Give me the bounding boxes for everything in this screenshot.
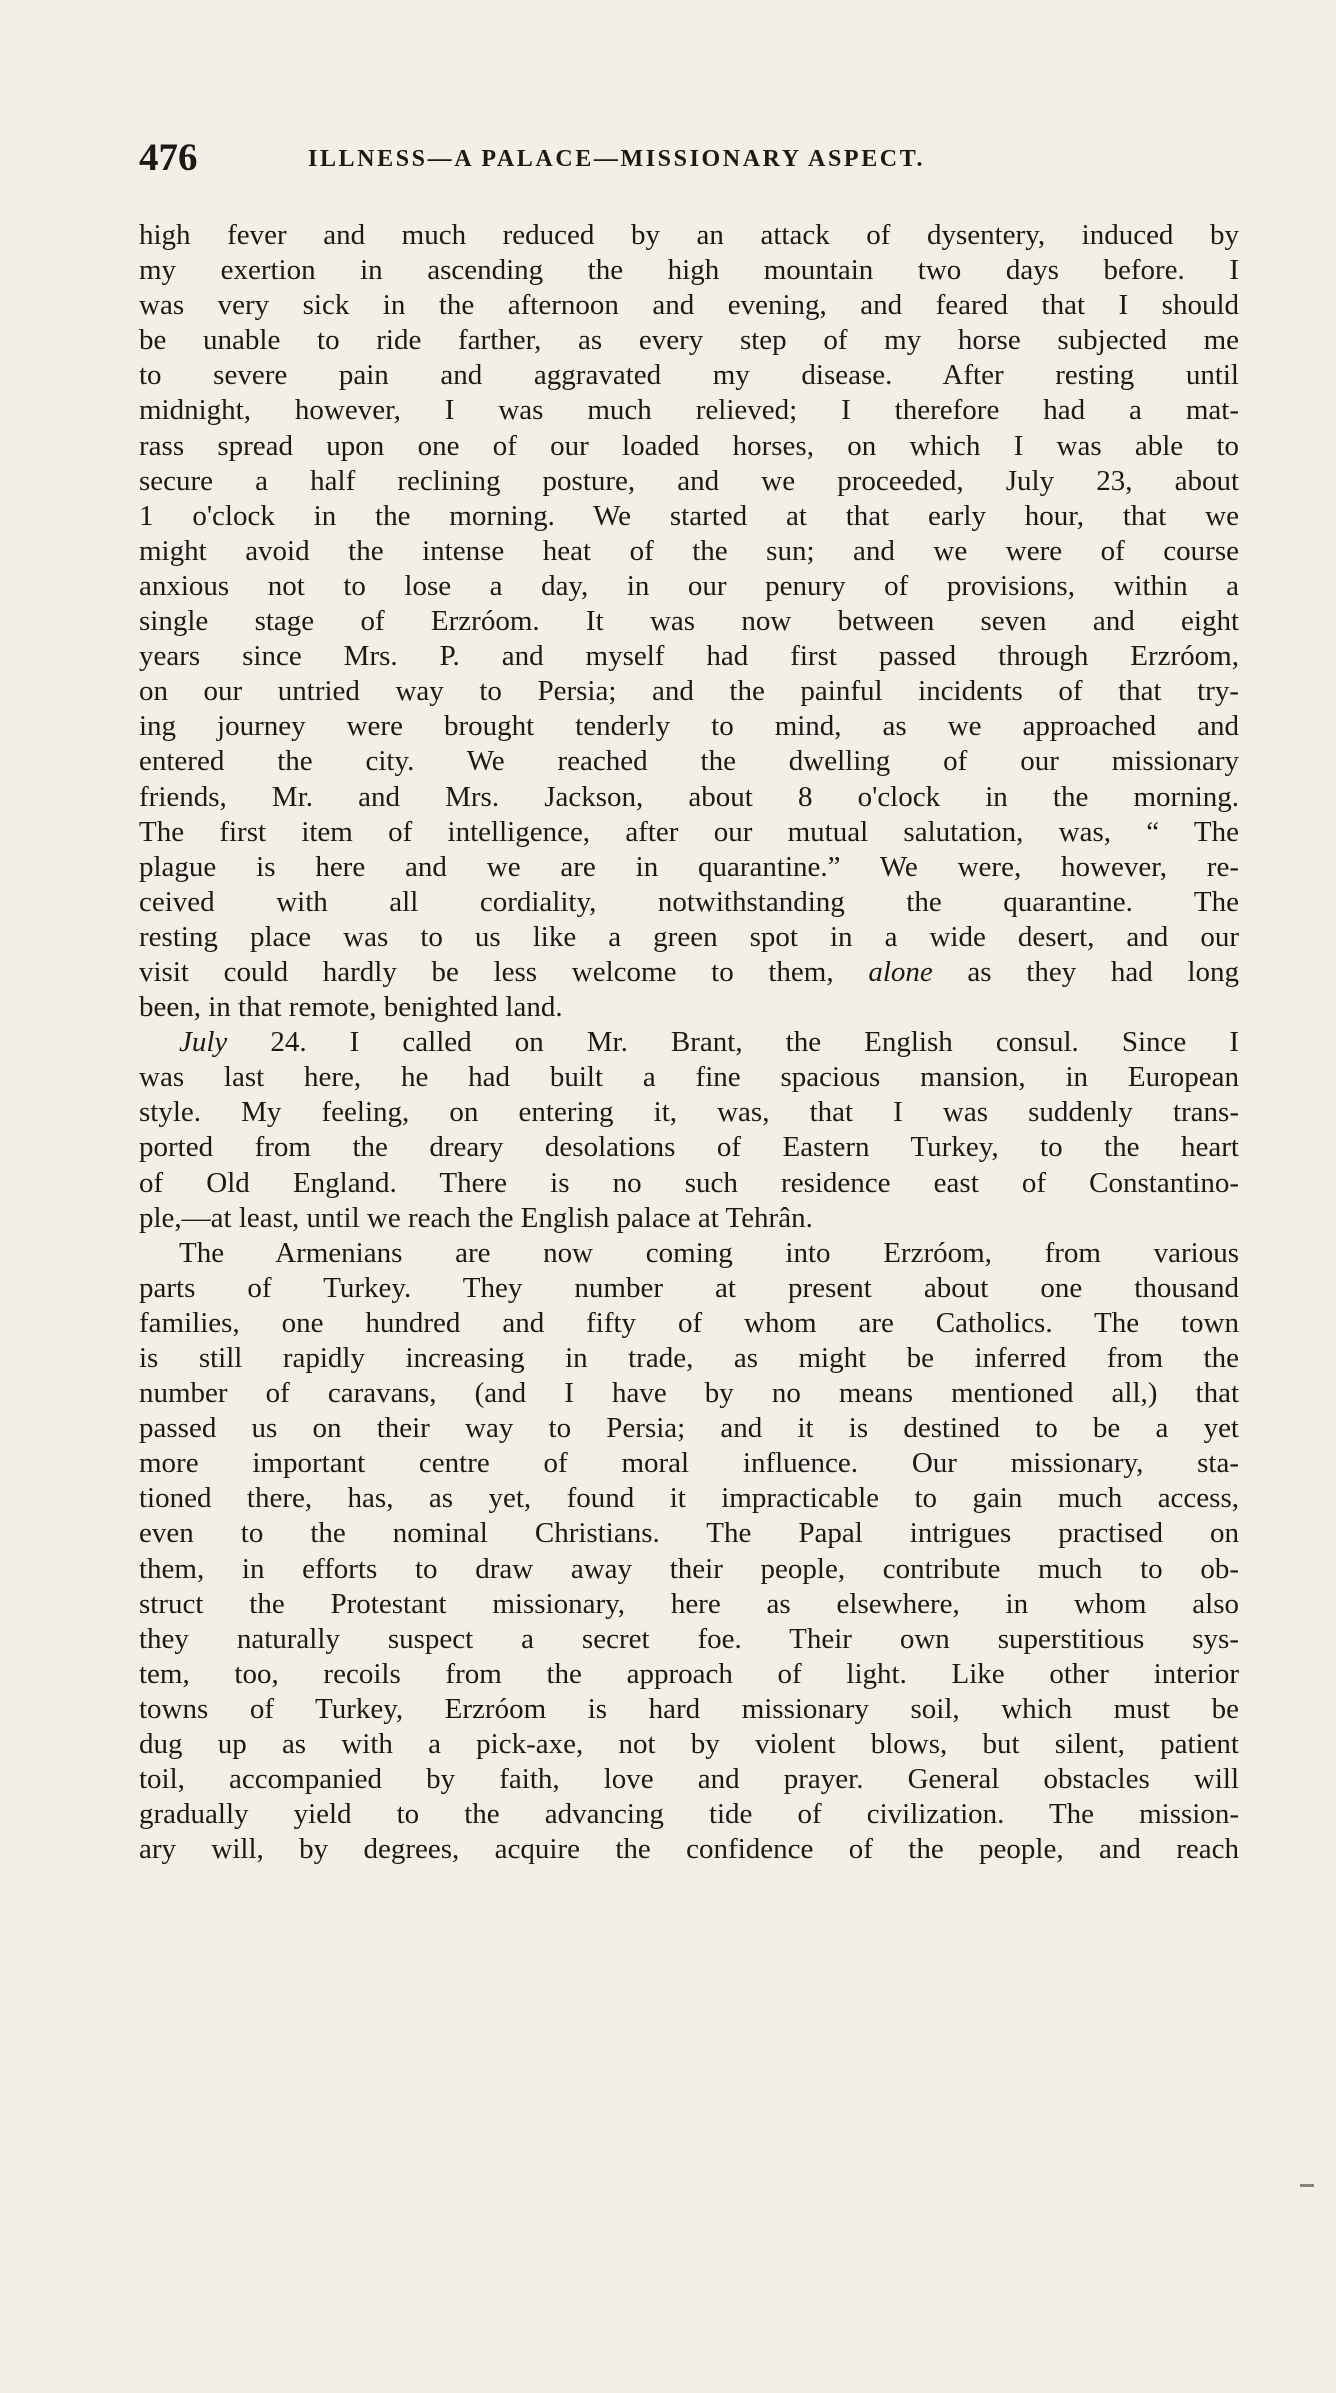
text-line	[139, 1516, 1239, 1551]
line-text: The Armenians are now coming into Erzróom, from various	[179, 1236, 1239, 1269]
text-line	[139, 1762, 1239, 1797]
line-text: entered the city. We reached the dwelling of our missionary	[139, 745, 1239, 778]
body-text	[139, 218, 1239, 1867]
text-line	[139, 709, 1239, 744]
line-text: single stage of Erzróom. It was now between seven and eight	[139, 605, 1239, 638]
text-line	[139, 604, 1239, 639]
text-line	[139, 815, 1239, 850]
line-text: ported from the dreary desolations of Eastern Turkey, to the heart	[139, 1131, 1239, 1164]
text-line	[139, 218, 1239, 253]
line-text: my exertion in ascending the high mountain two days before. I	[139, 254, 1239, 287]
line-text: dug up as with a pick-axe, not by violent blows, but silent, patient	[139, 1728, 1239, 1761]
text-line	[139, 1166, 1239, 1201]
text-line	[139, 1692, 1239, 1727]
line-text: anxious not to lose a day, in our penury of provisions, within a	[139, 569, 1239, 602]
text-line	[139, 674, 1239, 709]
text-line	[139, 534, 1239, 569]
text-line	[139, 639, 1239, 674]
line-text: style. My feeling, on entering it, was, that I was suddenly trans-	[139, 1096, 1239, 1129]
line-text: on our untried way to Persia; and the painful incidents of that try-	[139, 675, 1239, 708]
text-line	[139, 1376, 1239, 1411]
text-line	[139, 1481, 1239, 1516]
text-line	[139, 358, 1239, 393]
text-line	[139, 569, 1239, 604]
text-line	[139, 744, 1239, 779]
line-text: tioned there, has, as yet, found it impracticable to gain much access,	[139, 1482, 1239, 1515]
text-line	[139, 1341, 1239, 1376]
text-line	[139, 1025, 1239, 1060]
line-text: tem, too, recoils from the approach of light. Like other interior	[139, 1657, 1239, 1690]
line-text: The first item of intelligence, after our mutual salutation, was, “ The	[139, 815, 1239, 848]
line-text: 1 o'clock in the morning. We started at that early hour, that we	[139, 499, 1239, 532]
text-line	[139, 1657, 1239, 1692]
line-text: ing journey were brought tenderly to mind, as we approached and	[139, 710, 1239, 743]
line-text: even to the nominal Christians. The Papal intrigues practised on	[139, 1517, 1239, 1550]
page-number: 476	[139, 136, 198, 179]
text-line	[139, 1201, 1239, 1236]
line-text: more important centre of moral influence. Our missionary, sta-	[139, 1447, 1239, 1480]
running-title: ILLNESS—A PALACE—MISSIONARY ASPECT.	[308, 146, 926, 172]
text-line	[139, 1727, 1239, 1762]
line-text: parts of Turkey. They number at present about one thousand	[139, 1271, 1239, 1304]
text-line	[139, 323, 1239, 358]
line-text: resting place was to us like a green spot in a wide desert, and our	[139, 920, 1239, 953]
text-line	[139, 850, 1239, 885]
text-line	[139, 499, 1239, 534]
line-text: toil, accompanied by faith, love and prayer. General obstacles will	[139, 1763, 1239, 1796]
text-line	[139, 253, 1239, 288]
line-text: is still rapidly increasing in trade, as might be inferred from the	[139, 1342, 1239, 1374]
line-text: was very sick in the afternoon and evening, and feared that I should	[139, 289, 1239, 322]
text-line	[139, 1236, 1239, 1271]
margin-mark	[1300, 2184, 1314, 2187]
text-line	[139, 1271, 1239, 1306]
line-text: passed us on their way to Persia; and it is destined to be a yet	[139, 1412, 1239, 1445]
line-text: rass spread upon one of our loaded horses, on which I was able to	[139, 429, 1239, 462]
text-line	[139, 429, 1239, 464]
line-text: friends, Mr. and Mrs. Jackson, about 8 o'clock in the morning.	[139, 780, 1239, 813]
text-line	[139, 920, 1239, 955]
text-line	[139, 1411, 1239, 1446]
line-text: to severe pain and aggravated my disease. After resting until	[139, 359, 1239, 392]
line-text: families, one hundred and fifty of whom are Catholics. The town	[139, 1306, 1239, 1339]
text-line	[139, 1797, 1239, 1832]
line-text: plague is here and we are in quarantine.” We were, however, re-	[139, 850, 1239, 883]
text-line	[139, 780, 1239, 815]
text-line	[139, 885, 1239, 920]
line-text: might avoid the intense heat of the sun; and we were of course	[139, 534, 1239, 567]
text-line	[139, 464, 1239, 499]
line-text: as they had long	[932, 955, 1239, 988]
text-line	[139, 393, 1239, 428]
line-text: was last here, he had built a fine spacious mansion, in European	[139, 1061, 1239, 1094]
text-line	[139, 1622, 1239, 1657]
text-line	[139, 1306, 1239, 1341]
line-text: they naturally suspect a secret foe. Their own superstitious sys-	[139, 1622, 1239, 1655]
italic-text: alone	[868, 955, 933, 988]
text-line	[139, 1832, 1239, 1867]
line-text: secure a half reclining posture, and we proceeded, July 23, about	[139, 464, 1239, 497]
text-line	[139, 1130, 1239, 1165]
line-text: years since Mrs. P. and myself had first passed through Erzróom,	[139, 640, 1239, 673]
text-line	[139, 1552, 1239, 1587]
text-line	[139, 1587, 1239, 1622]
line-text: struct the Protestant missionary, here as elsewhere, in whom also	[139, 1587, 1239, 1620]
line-text: gradually yield to the advancing tide of civilization. The mission-	[139, 1798, 1239, 1831]
line-text: high fever and much reduced by an attack of dysentery, induced by	[139, 219, 1239, 251]
line-text: ple,—at least, until we reach the English palace at Tehrân.	[139, 1201, 813, 1234]
line-text: number of caravans, (and I have by no means mentioned all,) that	[139, 1377, 1239, 1410]
running-header	[139, 138, 1239, 178]
text-line	[139, 1095, 1239, 1130]
text-line	[139, 288, 1239, 323]
line-text: ary will, by degrees, acquire the confidence of the people, and reach	[139, 1833, 1239, 1866]
text-line	[139, 955, 1239, 990]
italic-text: July	[179, 1026, 228, 1059]
text-line	[139, 1446, 1239, 1481]
line-text: towns of Turkey, Erzróom is hard missionary soil, which must be	[139, 1692, 1239, 1725]
line-text: been, in that remote, benighted land.	[139, 991, 563, 1024]
text-line	[139, 990, 1239, 1025]
text-line	[139, 1060, 1239, 1095]
line-text: of Old England. There is no such residence east of Constantino-	[139, 1166, 1239, 1199]
line-text: them, in efforts to draw away their people, contribute much to ob-	[139, 1552, 1239, 1585]
line-text: ceived with all cordiality, notwithstanding the quarantine. The	[139, 885, 1239, 918]
line-text: 24. I called on Mr. Brant, the English consul. Since I	[227, 1026, 1239, 1059]
line-text: be unable to ride farther, as every step of my horse subjected me	[139, 324, 1239, 357]
line-text: visit could hardly be less welcome to them,	[139, 955, 834, 988]
line-text: midnight, however, I was much relieved; I therefore had a mat-	[139, 394, 1239, 427]
